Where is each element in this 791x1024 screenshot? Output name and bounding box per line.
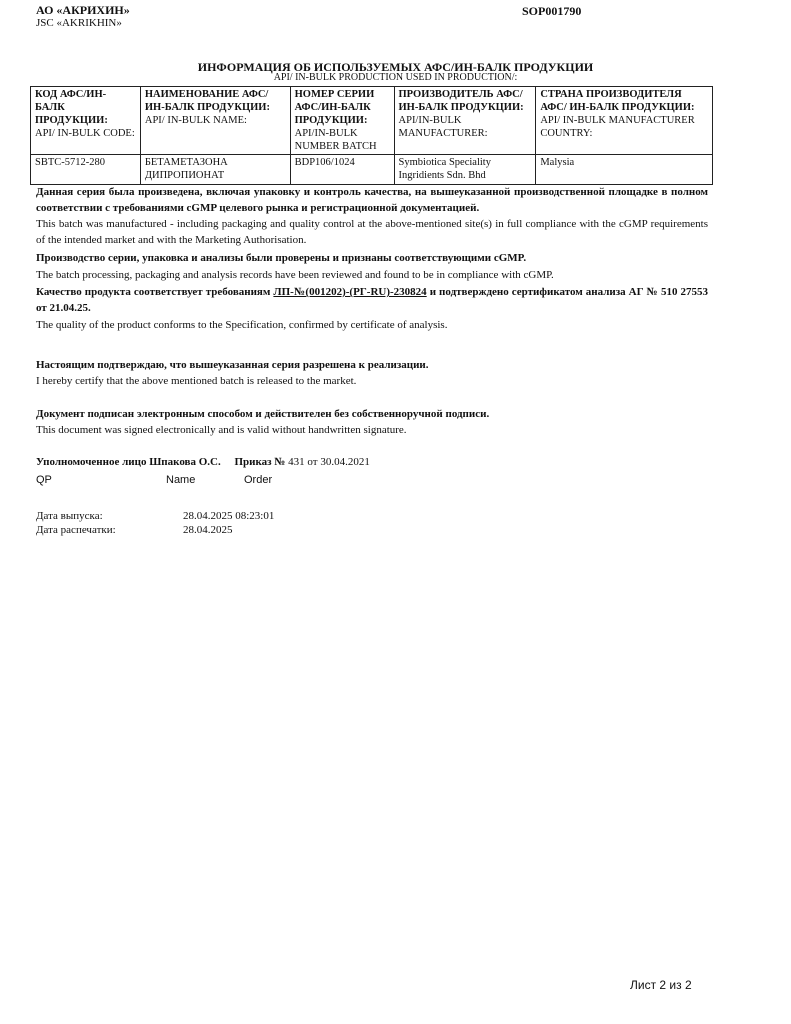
column-header-ru: ПРОИЗВОДИТЕЛЬ АФС/ИН-БАЛК ПРОДУКЦИИ: [398, 89, 524, 113]
print-date-label: Дата распечатки: [36, 524, 116, 536]
table-row [31, 155, 713, 185]
table-header-row [31, 87, 713, 155]
qp-label: Уполномоченное лицо [36, 456, 147, 468]
column-header [140, 87, 290, 155]
column-header [394, 87, 536, 155]
statement-en-1: This batch was manufactured - including packaging and quality control at the above-mentioned site(s) in full compliance with the cGMP requirements of the intended market and with the Marketing Authorisation. [36, 218, 708, 246]
column-header-ru: НОМЕР СЕРИИ АФС/ИН-БАЛК ПРОДУКЦИИ: [294, 89, 375, 126]
e-signature-statement-en: This document was signed electronically and is valid without handwritten signature. [36, 424, 407, 436]
column-header [31, 87, 141, 155]
column-header [536, 87, 713, 155]
statement-en-3: The quality of the product conforms to the Specification, confirmed by certificate of analysis. [36, 319, 448, 331]
release-statement-ru: Настоящим подтверждаю, что вышеуказанная серия разрешена к реализации. [36, 359, 429, 371]
column-header-en: API/ IN-BULK MANUFACTURER COUNTRY: [540, 115, 695, 139]
table-cell: Malysia [536, 155, 713, 185]
statement-ru-3-part-a: Качество продукта соответствует требованиям [36, 286, 274, 298]
document-title: ИНФОРМАЦИЯ ОБ ИСПОЛЬЗУЕМЫХ АФС/ИН-БАЛК ПРОДУКЦИИ [197, 60, 594, 74]
company-header [36, 4, 130, 30]
name-label-en: Name [166, 474, 196, 486]
document-title-en: API/ IN-BULK PRODUCTION USED IN PRODUCTION/: [273, 72, 518, 83]
release-date-label: Дата выпуска: [36, 510, 103, 522]
company-name-en: JSC «AKRIKHIN» [36, 17, 122, 29]
qp-name: Шпакова О.С. [149, 456, 221, 468]
table-cell: БЕТАМЕТАЗОНА ДИПРОПИОНАТ [140, 155, 290, 185]
print-date-value: 28.04.2025 [183, 524, 233, 536]
document-code: SOP001790 [522, 4, 582, 18]
signature-line [36, 456, 370, 468]
column-header [290, 87, 394, 155]
release-date-value: 28.04.2025 08:23:01 [183, 510, 275, 522]
order-text: 431 от 30.04.2021 [288, 456, 370, 468]
statement-ru-3 [36, 284, 708, 316]
statement-en-2: The batch processing, packaging and analysis records have been reviewed and found to be in compliance with cGMP. [36, 269, 554, 281]
statement-ru-2: Производство серии, упаковка и анализы были проверены и признаны соответствующими cGMP. [36, 252, 527, 264]
column-header-ru: СТРАНА ПРОИЗВОДИТЕЛЯ АФС/ ИН-БАЛК ПРОДУКЦИИ: [540, 89, 695, 113]
release-statement-en: I hereby certify that the above mentioned batch is released to the market. [36, 375, 357, 387]
column-header-ru: КОД АФС/ИН-БАЛК ПРОДУКЦИИ: [35, 89, 108, 126]
order-label: Приказ № [234, 456, 286, 468]
page-number: Лист 2 из 2 [630, 978, 692, 992]
table-cell: SBTC-5712-280 [31, 155, 141, 185]
statement-ru-1: Данная серия была произведена, включая упаковку и контроль качества, на вышеуказанной производственной площадке в полном соответствии с требованиями cGMP целевого рынка и регистрационной документацией. [36, 186, 708, 214]
column-header-en: API/IN-BULK MANUFACTURER: [398, 115, 488, 139]
column-header-en: API/IN-BULK NUMBER BATCH [294, 128, 377, 152]
table-cell: Symbiotica Speciality Ingridients Sdn. Bhd [394, 155, 536, 185]
order-label-en: Order [244, 474, 273, 486]
statement-ru-3-part-b: и подтверждено сертификатом анализа АГ № 510 27553 от 21.04.25. [36, 286, 708, 314]
api-table [30, 86, 713, 185]
column-header-en: API/ IN-BULK NAME: [144, 115, 247, 126]
e-signature-statement-ru: Документ подписан электронным способом и действителен без собственноручной подписи. [36, 408, 490, 420]
column-header-en: API/ IN-BULK CODE: [35, 128, 135, 139]
company-name-ru: АО «АКРИХИН» [36, 3, 130, 17]
column-header-ru: НАИМЕНОВАНИЕ АФС/ИН-БАЛК ПРОДУКЦИИ: [144, 89, 270, 113]
specification-reference: ЛП-№(001202)-(РГ-RU)-230824 [273, 286, 427, 298]
table-cell: BDP106/1024 [290, 155, 394, 185]
qp-label-en: QP [36, 474, 52, 486]
